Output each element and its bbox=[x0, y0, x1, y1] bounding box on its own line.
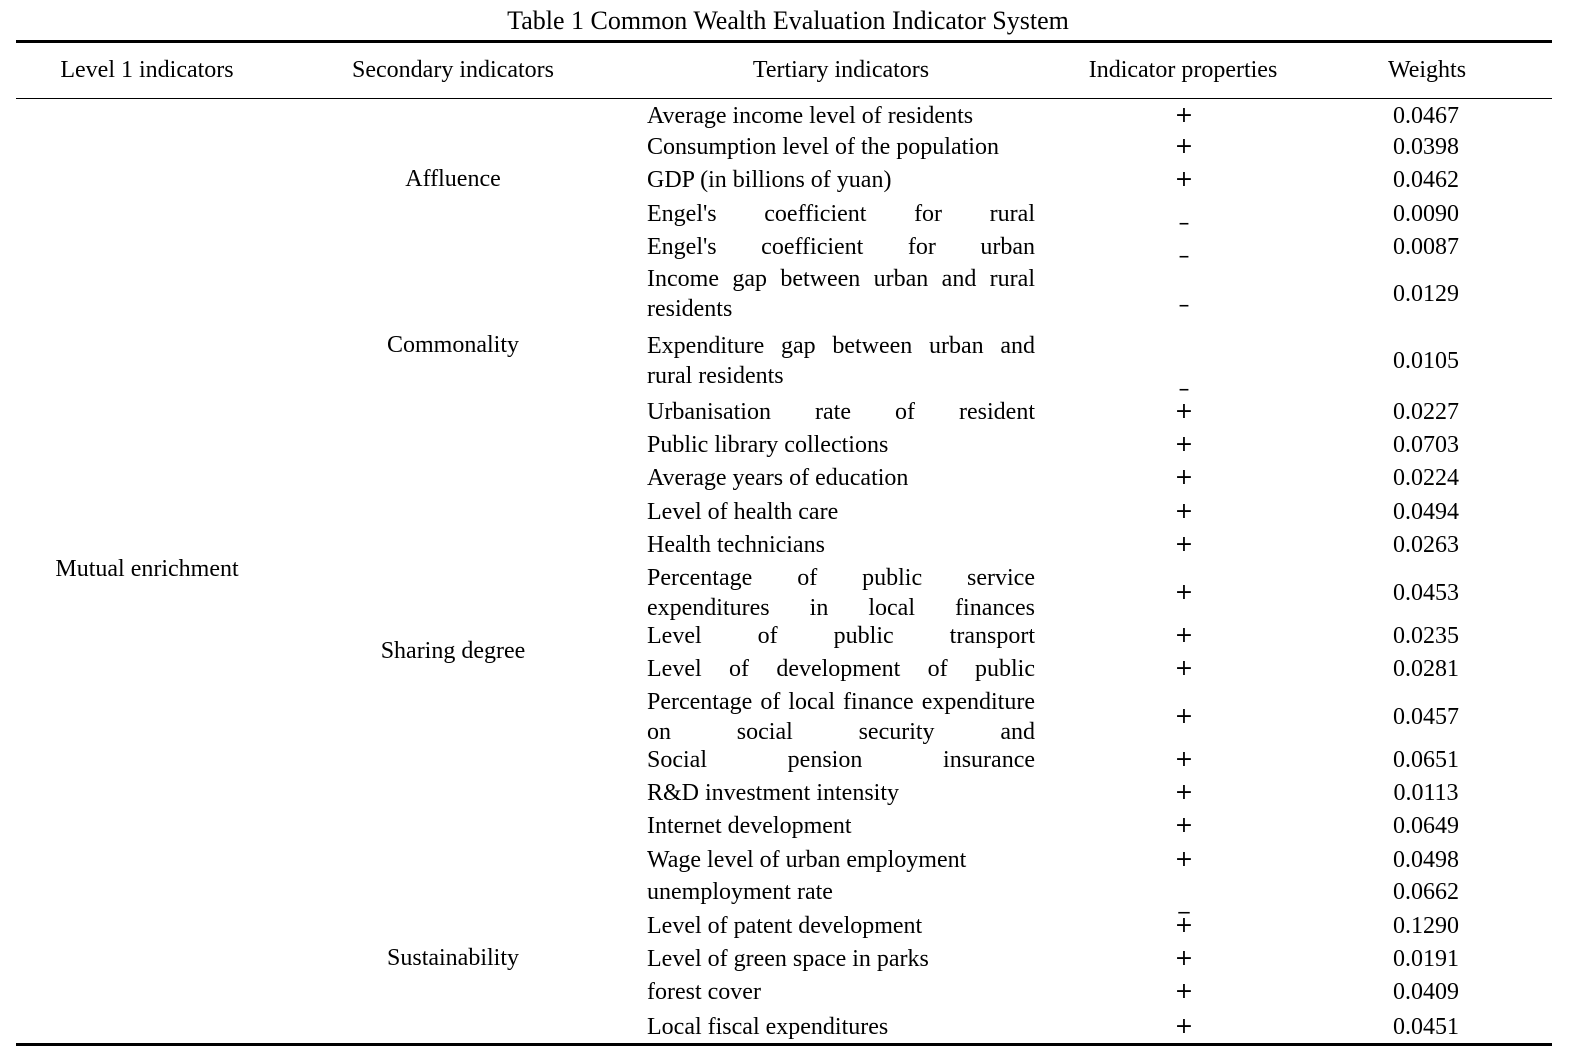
header-level1: Level 1 indicators bbox=[60, 57, 234, 83]
tertiary-indicator: Public library collections bbox=[647, 432, 889, 458]
indicator-property: + bbox=[1174, 167, 1194, 192]
secondary-sustainability: Sustainability bbox=[387, 945, 519, 971]
indicator-property: – bbox=[1178, 244, 1190, 269]
tertiary-indicator: unemployment rate bbox=[647, 879, 833, 905]
tertiary-indicator: Percentage of local finance expenditure on social security and bbox=[647, 689, 1035, 745]
indicator-weight: 0.0129 bbox=[1393, 281, 1459, 307]
indicator-weight: 0.0662 bbox=[1393, 879, 1459, 905]
tertiary-indicator: Social pension insurance bbox=[647, 747, 1035, 773]
indicator-property: + bbox=[1174, 946, 1194, 971]
indicator-property: + bbox=[1174, 813, 1194, 838]
table-caption: Table 1 Common Wealth Evaluation Indicator System bbox=[507, 6, 1069, 35]
tertiary-indicator: Local fiscal expenditures bbox=[647, 1014, 889, 1040]
tertiary-indicator: Wage level of urban employment bbox=[647, 847, 967, 873]
indicator-property: + bbox=[1174, 103, 1194, 128]
indicator-weight: 0.0113 bbox=[1393, 780, 1459, 806]
indicator-weight: 0.0453 bbox=[1393, 580, 1459, 606]
indicator-weight: 0.0087 bbox=[1393, 234, 1459, 260]
indicator-property: + bbox=[1174, 134, 1194, 159]
secondary-commonality: Commonality bbox=[387, 332, 519, 358]
tertiary-indicator: Urbanisation rate of resident bbox=[647, 399, 1035, 425]
tertiary-indicator: Internet development bbox=[647, 813, 852, 839]
indicator-weight: 0.0649 bbox=[1393, 813, 1459, 839]
header-weights: Weights bbox=[1387, 57, 1467, 83]
header-rule bbox=[16, 98, 1552, 99]
level1-mutual-enrichment: Mutual enrichment bbox=[55, 556, 239, 582]
indicator-weight: 0.0224 bbox=[1393, 465, 1459, 491]
indicator-property: + bbox=[1174, 623, 1194, 648]
indicator-property: + bbox=[1174, 432, 1194, 457]
tertiary-indicator: Expenditure gap between urban and rural residents bbox=[647, 333, 1035, 389]
tertiary-indicator: Health technicians bbox=[647, 532, 825, 558]
indicator-property: + bbox=[1174, 913, 1194, 938]
indicator-property: + bbox=[1174, 532, 1194, 557]
tertiary-indicator: Income gap between urban and rural residents bbox=[647, 266, 1035, 322]
tertiary-indicator: Level of health care bbox=[647, 499, 839, 525]
tertiary-indicator: forest cover bbox=[647, 979, 761, 1005]
indicator-weight: 0.0090 bbox=[1393, 201, 1459, 227]
indicator-weight: 0.0462 bbox=[1393, 167, 1459, 193]
indicator-weight: 0.0105 bbox=[1393, 348, 1459, 374]
indicator-weight: 0.0498 bbox=[1393, 847, 1459, 873]
indicator-property: – bbox=[1178, 211, 1190, 236]
tertiary-indicator: Percentage of public service expenditures in local finances bbox=[647, 565, 1035, 621]
indicator-property: + bbox=[1174, 465, 1194, 490]
indicator-weight: 0.0467 bbox=[1393, 103, 1459, 129]
tertiary-indicator: Consumption level of the population bbox=[647, 134, 999, 160]
header-properties: Indicator properties bbox=[1088, 57, 1278, 83]
top-rule bbox=[16, 40, 1552, 43]
indicator-property: _ bbox=[1178, 889, 1190, 914]
indicator-property: + bbox=[1174, 399, 1194, 424]
indicator-weight: 0.0191 bbox=[1393, 946, 1459, 972]
tertiary-indicator: Engel's coefficient for urban bbox=[647, 234, 1035, 260]
indicator-weight: 0.0409 bbox=[1393, 979, 1459, 1005]
secondary-affluence: Affluence bbox=[405, 166, 501, 192]
tertiary-indicator: Level of patent development bbox=[647, 913, 923, 939]
secondary-sharing-degree: Sharing degree bbox=[380, 638, 526, 664]
header-secondary: Secondary indicators bbox=[352, 57, 554, 83]
indicator-property: + bbox=[1174, 979, 1194, 1004]
tertiary-indicator: Engel's coefficient for rural bbox=[647, 201, 1035, 227]
tertiary-indicator: Level of green space in parks bbox=[647, 946, 929, 972]
tertiary-indicator: Average years of education bbox=[647, 465, 909, 491]
indicator-weight: 0.0281 bbox=[1393, 656, 1459, 682]
indicator-weight: 0.1290 bbox=[1393, 913, 1459, 939]
tertiary-indicator: Average income level of residents bbox=[647, 103, 974, 129]
indicator-property: + bbox=[1174, 847, 1194, 872]
indicator-property: + bbox=[1174, 580, 1194, 605]
indicator-weight: 0.0703 bbox=[1393, 432, 1459, 458]
tertiary-indicator: GDP (in billions of yuan) bbox=[647, 167, 892, 193]
indicator-weight: 0.0451 bbox=[1393, 1014, 1459, 1040]
tertiary-indicator: Level of development of public bbox=[647, 656, 1035, 682]
indicator-property: + bbox=[1174, 656, 1194, 681]
indicator-property: + bbox=[1174, 499, 1194, 524]
indicator-weight: 0.0651 bbox=[1393, 747, 1459, 773]
tertiary-indicator: Level of public transport bbox=[647, 623, 1035, 649]
indicator-weight: 0.0398 bbox=[1393, 134, 1459, 160]
indicator-property: + bbox=[1174, 1014, 1194, 1039]
indicator-weight: 0.0457 bbox=[1393, 704, 1459, 730]
tertiary-indicator: R&D investment intensity bbox=[647, 780, 899, 806]
indicator-property: + bbox=[1174, 704, 1194, 729]
indicator-property: – bbox=[1178, 293, 1190, 318]
indicator-property: + bbox=[1174, 747, 1194, 772]
bottom-rule bbox=[16, 1043, 1552, 1046]
indicator-property: + bbox=[1174, 780, 1194, 805]
indicator-weight: 0.0494 bbox=[1393, 499, 1459, 525]
header-tertiary: Tertiary indicators bbox=[752, 57, 930, 83]
indicator-property: – bbox=[1178, 377, 1190, 402]
indicator-weight: 0.0263 bbox=[1393, 532, 1459, 558]
indicator-weight: 0.0227 bbox=[1393, 399, 1459, 425]
indicator-weight: 0.0235 bbox=[1393, 623, 1459, 649]
